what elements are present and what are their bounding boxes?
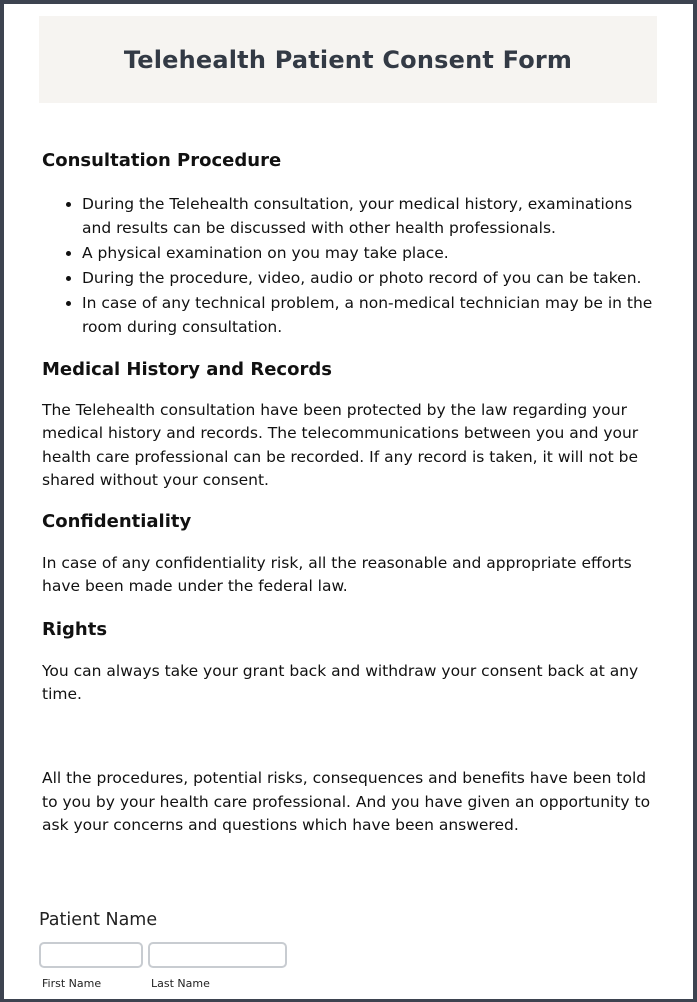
section-title-confidentiality: Confidentiality: [42, 511, 192, 533]
section-title-consultation: Consultation Procedure: [42, 150, 282, 171]
consultation-list: [42, 192, 662, 339]
patient-name-label: Patient Name: [39, 910, 158, 930]
first-name-sublabel: First Name: [42, 977, 102, 990]
list-item: • During the Telehealth consultation, your medical history, examinations and results can be discussed with other health professionals.: [82, 192, 662, 240]
confidentiality-text: In case of any confidentiality risk, all the reasonable and appropriate efforts have been made under the federal law.: [42, 554, 632, 596]
list-item: • In case of any technical problem, a non-medical technician may be in the room during consultation.: [82, 291, 662, 339]
section-title-records: Medical History and Records: [42, 359, 332, 380]
acknowledgement-text: All the procedures, potential risks, consequences and benefits have been told to you by your health care professional. And you have given an opportunity to ask your concerns and questions which have been answered.: [42, 769, 651, 834]
last-name-input[interactable]: [148, 942, 287, 968]
list-item: • During the procedure, video, audio or photo record of you can be taken.: [82, 266, 662, 290]
form-page: [4, 4, 693, 999]
form-title: Telehealth Patient Consent Form: [123, 45, 573, 74]
form-content: [42, 148, 662, 837]
section-title-rights: Rights: [42, 618, 108, 640]
list-item: • A physical examination on you may take place.: [82, 241, 662, 265]
records-text: The Telehealth consultation have been protected by the law regarding your medical history and records. The telecommunications between you and your health care professional can be recorded. If any record is taken, it will not be shared without your consent.: [42, 401, 639, 489]
last-name-sublabel: Last Name: [151, 977, 210, 990]
form-header: [39, 16, 657, 103]
rights-text: You can always take your grant back and withdraw your consent back at any time.: [42, 661, 639, 704]
patient-name-inputs: [39, 942, 339, 1002]
first-name-input[interactable]: [39, 942, 143, 968]
patient-name-field: [39, 907, 339, 990]
